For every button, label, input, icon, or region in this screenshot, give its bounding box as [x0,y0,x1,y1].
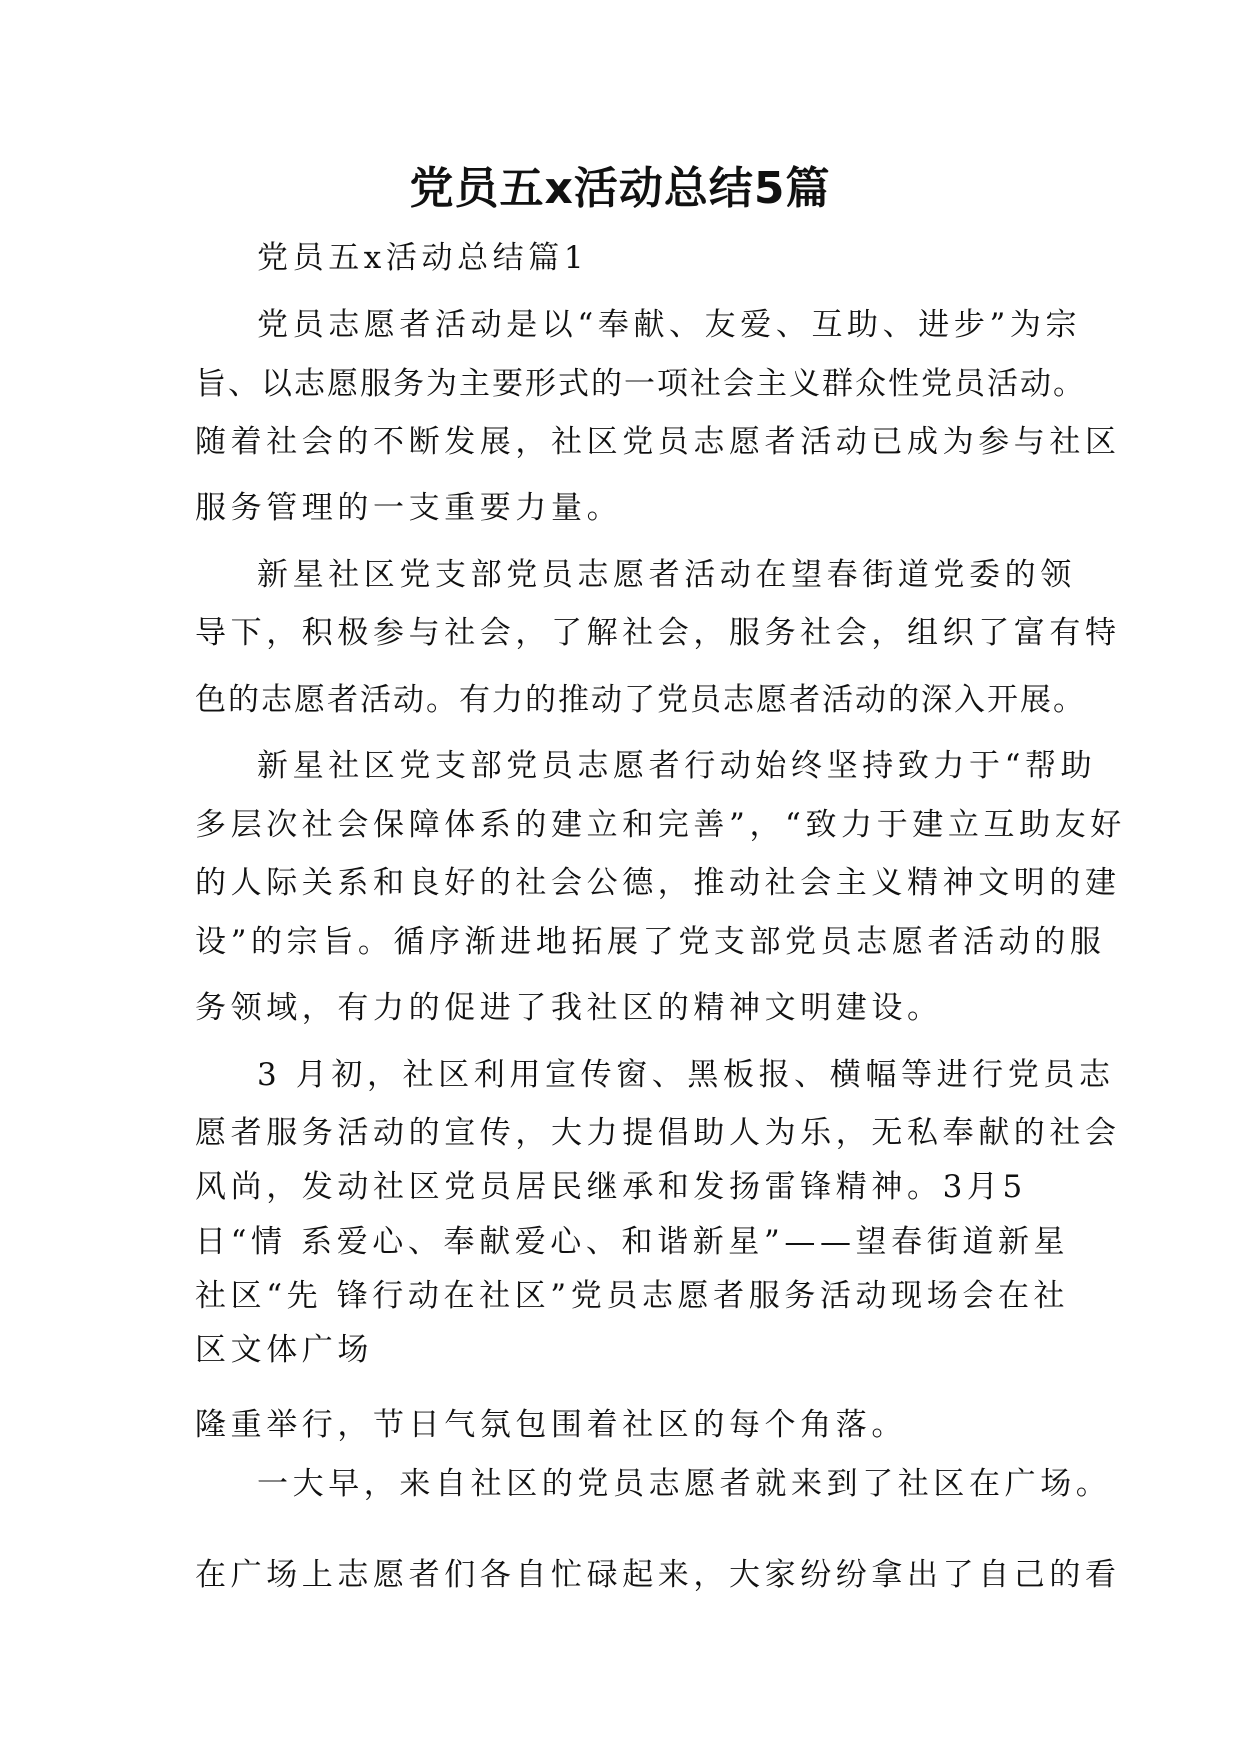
paragraph-line: 社区“先 锋行动在社区”党员志愿者服务活动现场会在社 [195,1278,1070,1314]
paragraph-line: 隆重举行，节日气氛包围着社区的每个角落。 [195,1407,907,1443]
paragraph-line: 日“情 系爱心、奉献爱心、和谐新星”——望春街道新星 [195,1224,1070,1260]
document-title: 党员五x活动总结5篇 [409,163,831,214]
paragraph-line: 新星社区党支部党员志愿者行动始终坚持致力于“帮助 [257,748,1097,784]
paragraph-line: 区文体广场 [195,1332,373,1368]
paragraph-line: 在广场上志愿者们各自忙碌起来，大家纷纷拿出了自己的看 [195,1557,1121,1593]
paragraph-line: 旨、以志愿服务为主要形式的一项社会主义群众性党员活动。 [195,366,1086,402]
paragraph-line: 风尚，发动社区党员居民继承和发扬雷锋精神。3月5 [195,1169,1027,1205]
section-heading: 党员五x活动总结篇1 [257,240,589,276]
paragraph-line: 愿者服务活动的宣传，大力提倡助人为乐，无私奉献的社会 [195,1115,1121,1151]
paragraph-line: 导下，积极参与社会，了解社会，服务社会，组织了富有特 [195,615,1121,651]
paragraph-line: 的人际关系和良好的社会公德，推动社会主义精神文明的建 [195,865,1121,901]
paragraph-line: 党员志愿者活动是以“奉献、友爱、互助、进步”为宗 [257,307,1082,343]
paragraph-line: 随着社会的不断发展，社区党员志愿者活动已成为参与社区 [195,424,1121,460]
paragraph-line: 务领域，有力的促进了我社区的精神文明建设。 [195,990,943,1026]
paragraph-line: 3 月初，社区利用宣传窗、黑板报、横幅等进行党员志 [257,1057,1115,1093]
paragraph-line: 多层次社会保障体系的建立和完善”，“致力于建立互助友好 [195,807,1126,843]
paragraph-line: 设”的宗旨。循序渐进地拓展了党支部党员志愿者活动的服 [195,924,1106,960]
paragraph-line: 服务管理的一支重要力量。 [195,490,623,526]
paragraph-line: 新星社区党支部党员志愿者活动在望春街道党委的领 [257,557,1076,593]
paragraph-line: 一大早，来自社区的党员志愿者就来到了社区在广场。 [257,1466,1112,1502]
paragraph-line: 色的志愿者活动。有力的推动了党员志愿者活动的深入开展。 [195,682,1086,718]
